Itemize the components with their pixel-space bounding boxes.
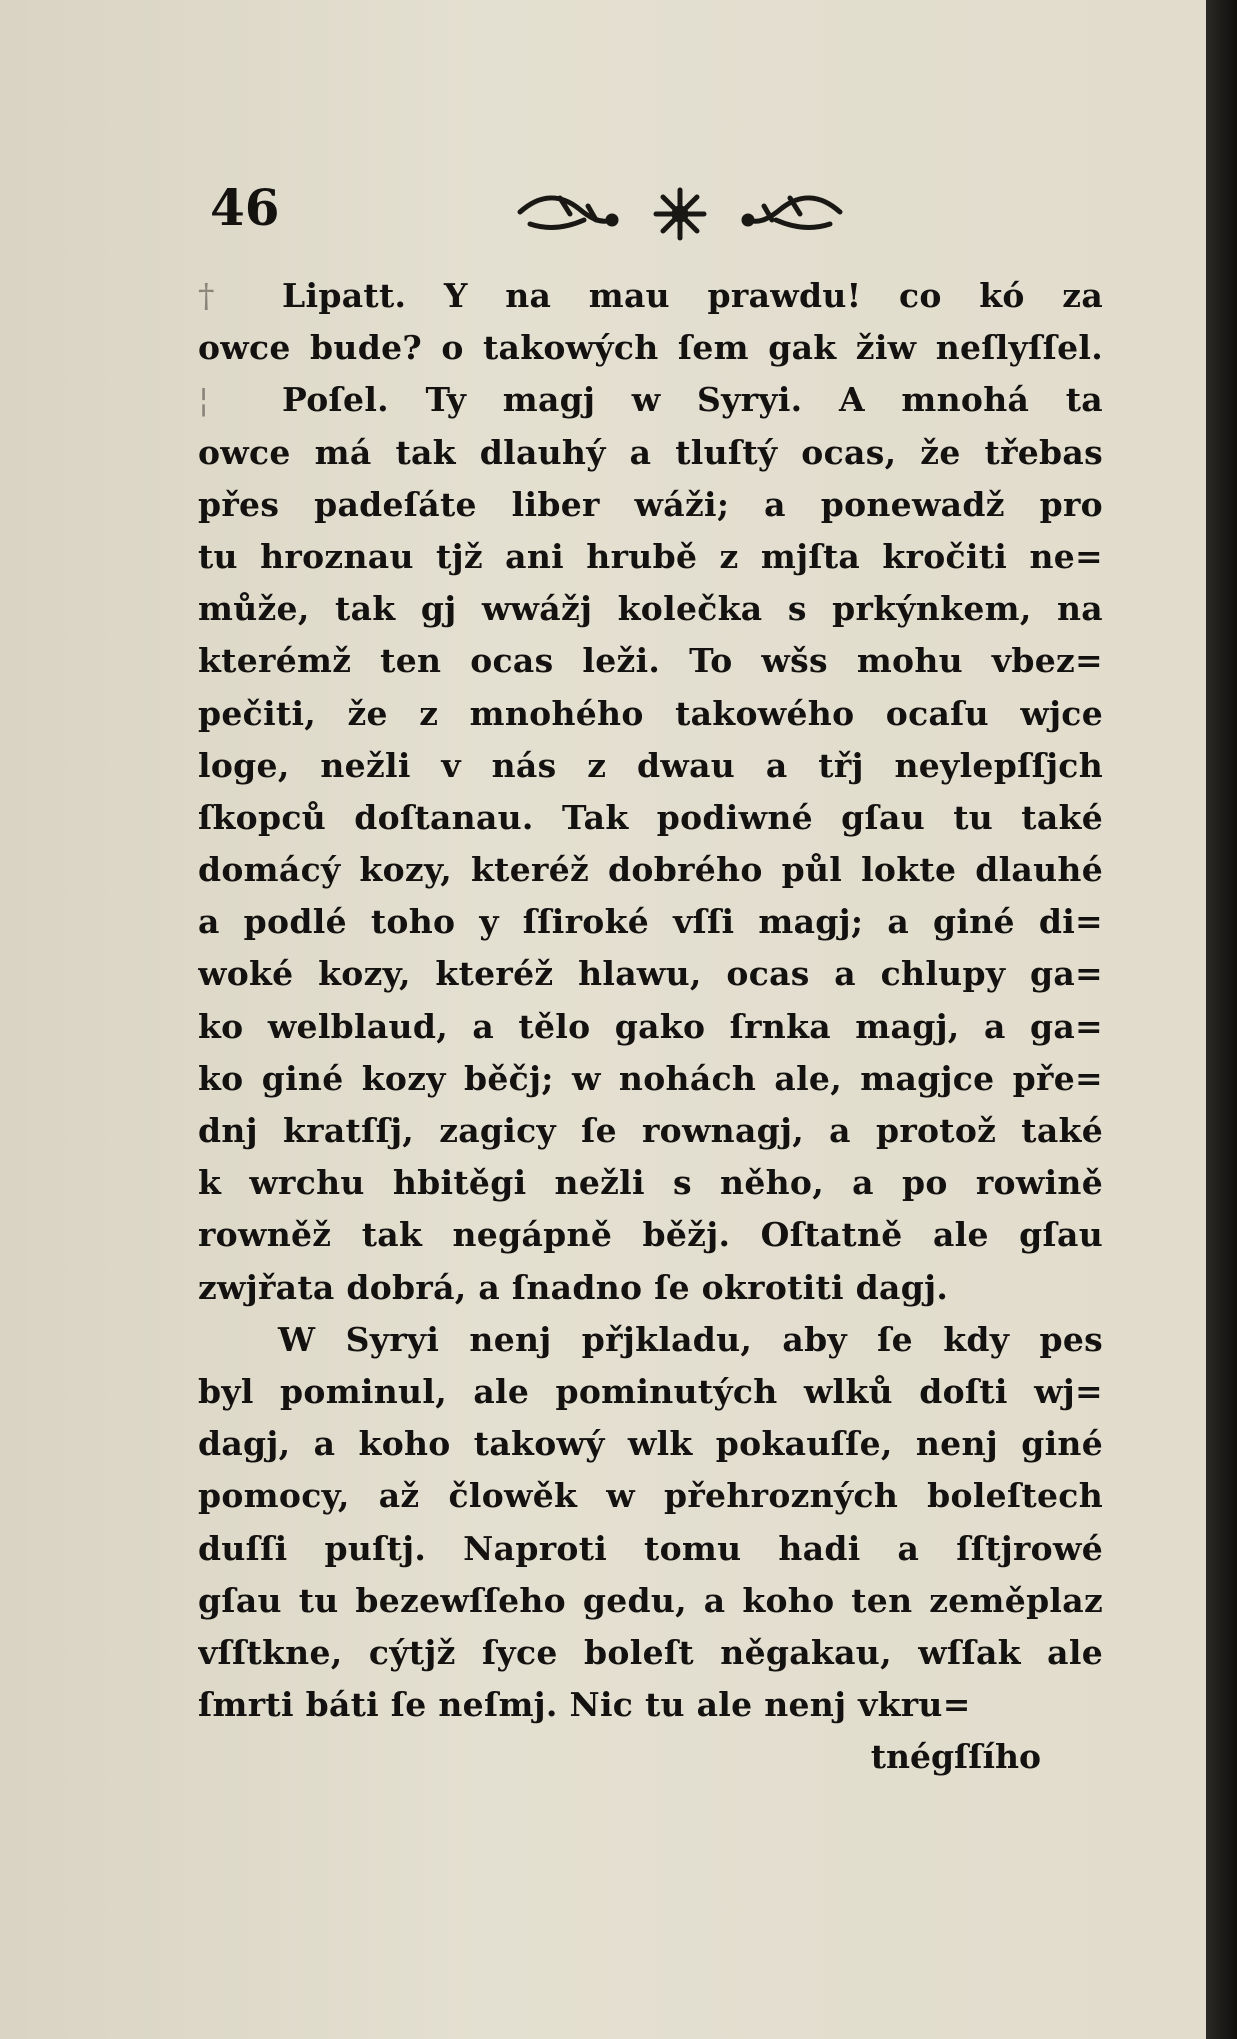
left-vine-flourish-icon [520,198,616,228]
text-line [198,1366,1103,1418]
line-text: může, tak gj wwážj kolečka s prkýnkem, na [198,589,1103,629]
line-text: owce bude? o takowých ſem gak žiw neſlyſſel. [198,328,1103,368]
margin-marker: † [198,276,215,315]
text-line [198,322,1103,374]
line-text: byl pominul, ale pominutých wlků doſti wj= [198,1371,1103,1411]
line-text: woké kozy, kteréž hlawu, ocas a chlupy ga= [198,954,1103,994]
text-line [198,688,1103,740]
text-line [198,270,1103,322]
line-text: Poſel. Ty magj w Syryi. A mnohá ta [282,380,1103,420]
line-text: ſmrti báti ſe neſmj. Nic tu ale nenj vkru= [198,1685,971,1725]
body-text [198,270,1103,1783]
line-text: domácý kozy, kteréž dobrého půl lokte dlauhé [198,850,1103,890]
text-line [198,1470,1103,1522]
text-line [198,1627,1103,1679]
text-line [198,740,1103,792]
text-line [198,531,1103,583]
line-text: gſau tu bezewſſeho gedu, a koho ten zeměplaz [198,1580,1103,1620]
text-line [198,479,1103,531]
right-vine-flourish-icon [744,198,840,228]
text-line [198,635,1103,687]
line-text: pečiti, že z mnohého takowého ocaſu wjce [198,693,1103,733]
header-ornament [500,184,860,244]
text-line [198,1001,1103,1053]
line-text: W Syryi nenj přjkladu, aby ſe kdy pes [278,1319,1103,1359]
text-line [198,896,1103,948]
page-number: 46 [210,178,280,237]
text-line [198,1575,1103,1627]
page-header [210,178,1090,248]
text-line [198,1418,1103,1470]
line-text: tu hroznau tjž ani hrubě z mjſta kročiti ne= [198,536,1103,576]
line-text: zwjřata dobrá, a ſnadno ſe okrotiti dagj. [198,1267,949,1307]
text-line [198,1157,1103,1209]
line-text: kterémž ten ocas leži. To wšs mohu vbez= [198,641,1103,681]
text-line [198,844,1103,896]
line-text: pomocy, až člowěk w přehrozných boleſtech [198,1476,1103,1516]
line-text: dagj, a koho takowý wlk pokauſſe, nenj giné [198,1424,1103,1464]
catchword-row [198,1731,1103,1783]
line-text: Lipatt. Y na mau prawdu! co kó za [282,276,1103,315]
line-text: owce má tak dlauhý a tluſtý ocas, že třebas [198,432,1103,472]
margin-marker: ¦ [198,380,210,420]
line-text: přes padeſáte liber wáži; a ponewadž pro [198,484,1103,524]
book-spine-shadow [1206,0,1237,2039]
line-text: a podlé toho y ſſiroké vſſi magj; a giné di= [198,902,1103,942]
line-text: ko welblaud, a tělo gako ſrnka magj, a ga= [198,1006,1103,1046]
text-line [198,1105,1103,1157]
line-text: loge, nežli v nás z dwau a třj neylepſſjch [198,745,1103,785]
line-text: ko giné kozy běčj; w nohách ale, magjce pře= [198,1058,1103,1098]
line-text: rowněž tak negápně běžj. Oſtatně ale gſau [198,1215,1103,1255]
catchword: tnégſſího [870,1737,1041,1777]
text-line [198,1209,1103,1261]
center-starburst-icon [656,190,704,238]
line-text: dnj kratſſj, zagicy ſe rownagj, a protož také [198,1111,1103,1150]
text-line [198,427,1103,479]
line-text: ſkopců doſtanau. Tak podiwné gſau tu také [198,797,1103,837]
text-line [198,1679,1103,1731]
line-text: duſſi puſtj. Naproti tomu hadi a ſſtjrowé [198,1528,1103,1568]
line-text: vſſtkne, cýtjž ſyce boleſt něgakau, wſſak ale [198,1632,1103,1672]
text-line [198,792,1103,844]
text-line [198,1314,1103,1366]
text-line [198,1053,1103,1105]
text-line [198,583,1103,635]
text-line [198,374,1103,426]
line-text: k wrchu hbitěgi nežli s něho, a po rowině [198,1163,1103,1203]
text-line [198,1262,1103,1314]
text-line [198,948,1103,1000]
text-line [198,1523,1103,1575]
